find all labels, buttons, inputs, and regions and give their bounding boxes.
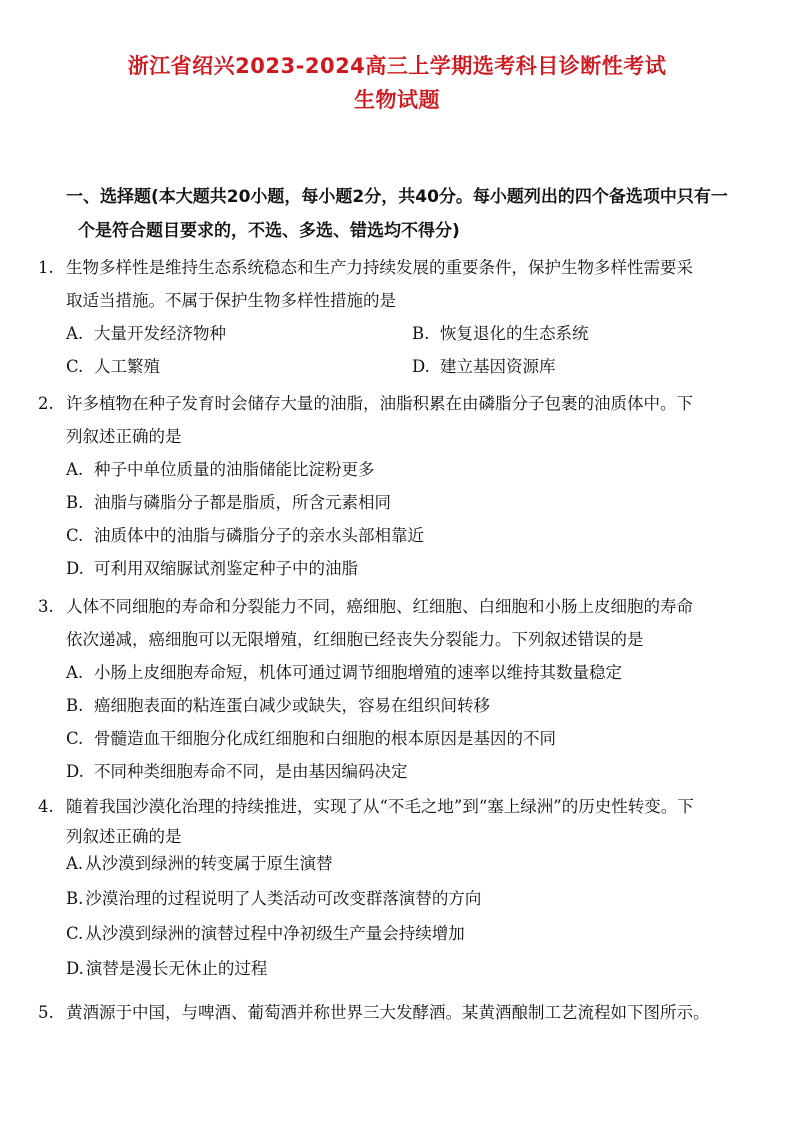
- exam-subtitle: 生物试题: [354, 88, 440, 112]
- question-stem: 随着我国沙漠化治理的持续推进，实现了从“不毛之地”到“塞上绿洲”的历史性转变。下: [66, 797, 694, 816]
- exam-title: 浙江省绍兴2023-2024高三上学期选考科目诊断性考试: [127, 54, 667, 78]
- question-number: 2.: [38, 394, 54, 413]
- question-5: [38, 996, 758, 1029]
- question-stem-cont: 列叙述正确的是: [66, 427, 182, 446]
- question-2: [38, 387, 758, 585]
- option-b[interactable]: B. 恢复退化的生态系统: [412, 324, 589, 343]
- option-a[interactable]: A. 大量开发经济物种: [66, 324, 226, 343]
- question-stem-cont: 列叙述正确的是: [66, 827, 182, 846]
- question-stem: 黄酒源于中国，与啤酒、葡萄酒并称世界三大发酵酒。某黄酒酿制工艺流程如下图所示。: [66, 1003, 710, 1022]
- question-stem-cont: 依次递减，癌细胞可以无限增殖，红细胞已经丧失分裂能力。下列叙述错误的是: [66, 630, 644, 649]
- section-heading-line2: 个是符合题目要求的，不选、多选、错选均不得分): [78, 221, 460, 241]
- option-c[interactable]: C. 从沙漠到绿洲的演替过程中净初级生产量会持续增加: [66, 924, 465, 943]
- question-number: 1.: [38, 258, 54, 277]
- question-stem-cont: 取适当措施。不属于保护生物多样性措施的是: [66, 291, 396, 310]
- section-heading: [66, 180, 766, 248]
- option-c[interactable]: C. 人工繁殖: [66, 357, 160, 376]
- option-d[interactable]: D. 可利用双缩脲试剂鉴定种子中的油脂: [66, 559, 358, 578]
- question-1: [38, 251, 758, 383]
- question-number: 3.: [38, 597, 54, 616]
- option-a[interactable]: A. 从沙漠到绿洲的转变属于原生演替: [66, 854, 333, 873]
- option-c[interactable]: C. 骨髓造血干细胞分化成红细胞和白细胞的根本原因是基因的不同: [66, 729, 556, 748]
- option-b[interactable]: B. 油脂与磷脂分子都是脂质，所含元素相同: [66, 493, 391, 512]
- question-number: 5.: [38, 1003, 54, 1022]
- question-stem: 生物多样性是维持生态系统稳态和生产力持续发展的重要条件，保护生物多样性需要采: [66, 258, 693, 277]
- option-b[interactable]: B. 癌细胞表面的粘连蛋白减少或缺失，容易在组织间转移: [66, 696, 490, 715]
- option-d[interactable]: D. 建立基因资源库: [412, 357, 556, 376]
- option-a[interactable]: A. 种子中单位质量的油脂储能比淀粉更多: [66, 460, 375, 479]
- option-d[interactable]: D. 不同种类细胞寿命不同，是由基因编码决定: [66, 762, 408, 781]
- question-3: [38, 590, 758, 788]
- option-b[interactable]: B. 沙漠治理的过程说明了人类活动可改变群落演替的方向: [66, 889, 482, 908]
- section-heading-line1: 一、选择题(本大题共20小题，每小题2分，共40分。每小题列出的四个备选项中只有一: [66, 187, 728, 207]
- question-stem: 人体不同细胞的寿命和分裂能力不同，癌细胞、红细胞、白细胞和小肠上皮细胞的寿命: [66, 597, 693, 616]
- question-4: [38, 790, 758, 985]
- question-number: 4.: [38, 797, 54, 816]
- question-stem: 许多植物在种子发育时会储存大量的油脂，油脂积累在由磷脂分子包裹的油质体中。下: [66, 394, 693, 413]
- option-d[interactable]: D. 演替是漫长无休止的过程: [66, 959, 268, 978]
- option-c[interactable]: C. 油质体中的油脂与磷脂分子的亲水头部相靠近: [66, 526, 424, 545]
- option-a[interactable]: A. 小肠上皮细胞寿命短，机体可通过调节细胞增殖的速率以维持其数量稳定: [66, 663, 622, 682]
